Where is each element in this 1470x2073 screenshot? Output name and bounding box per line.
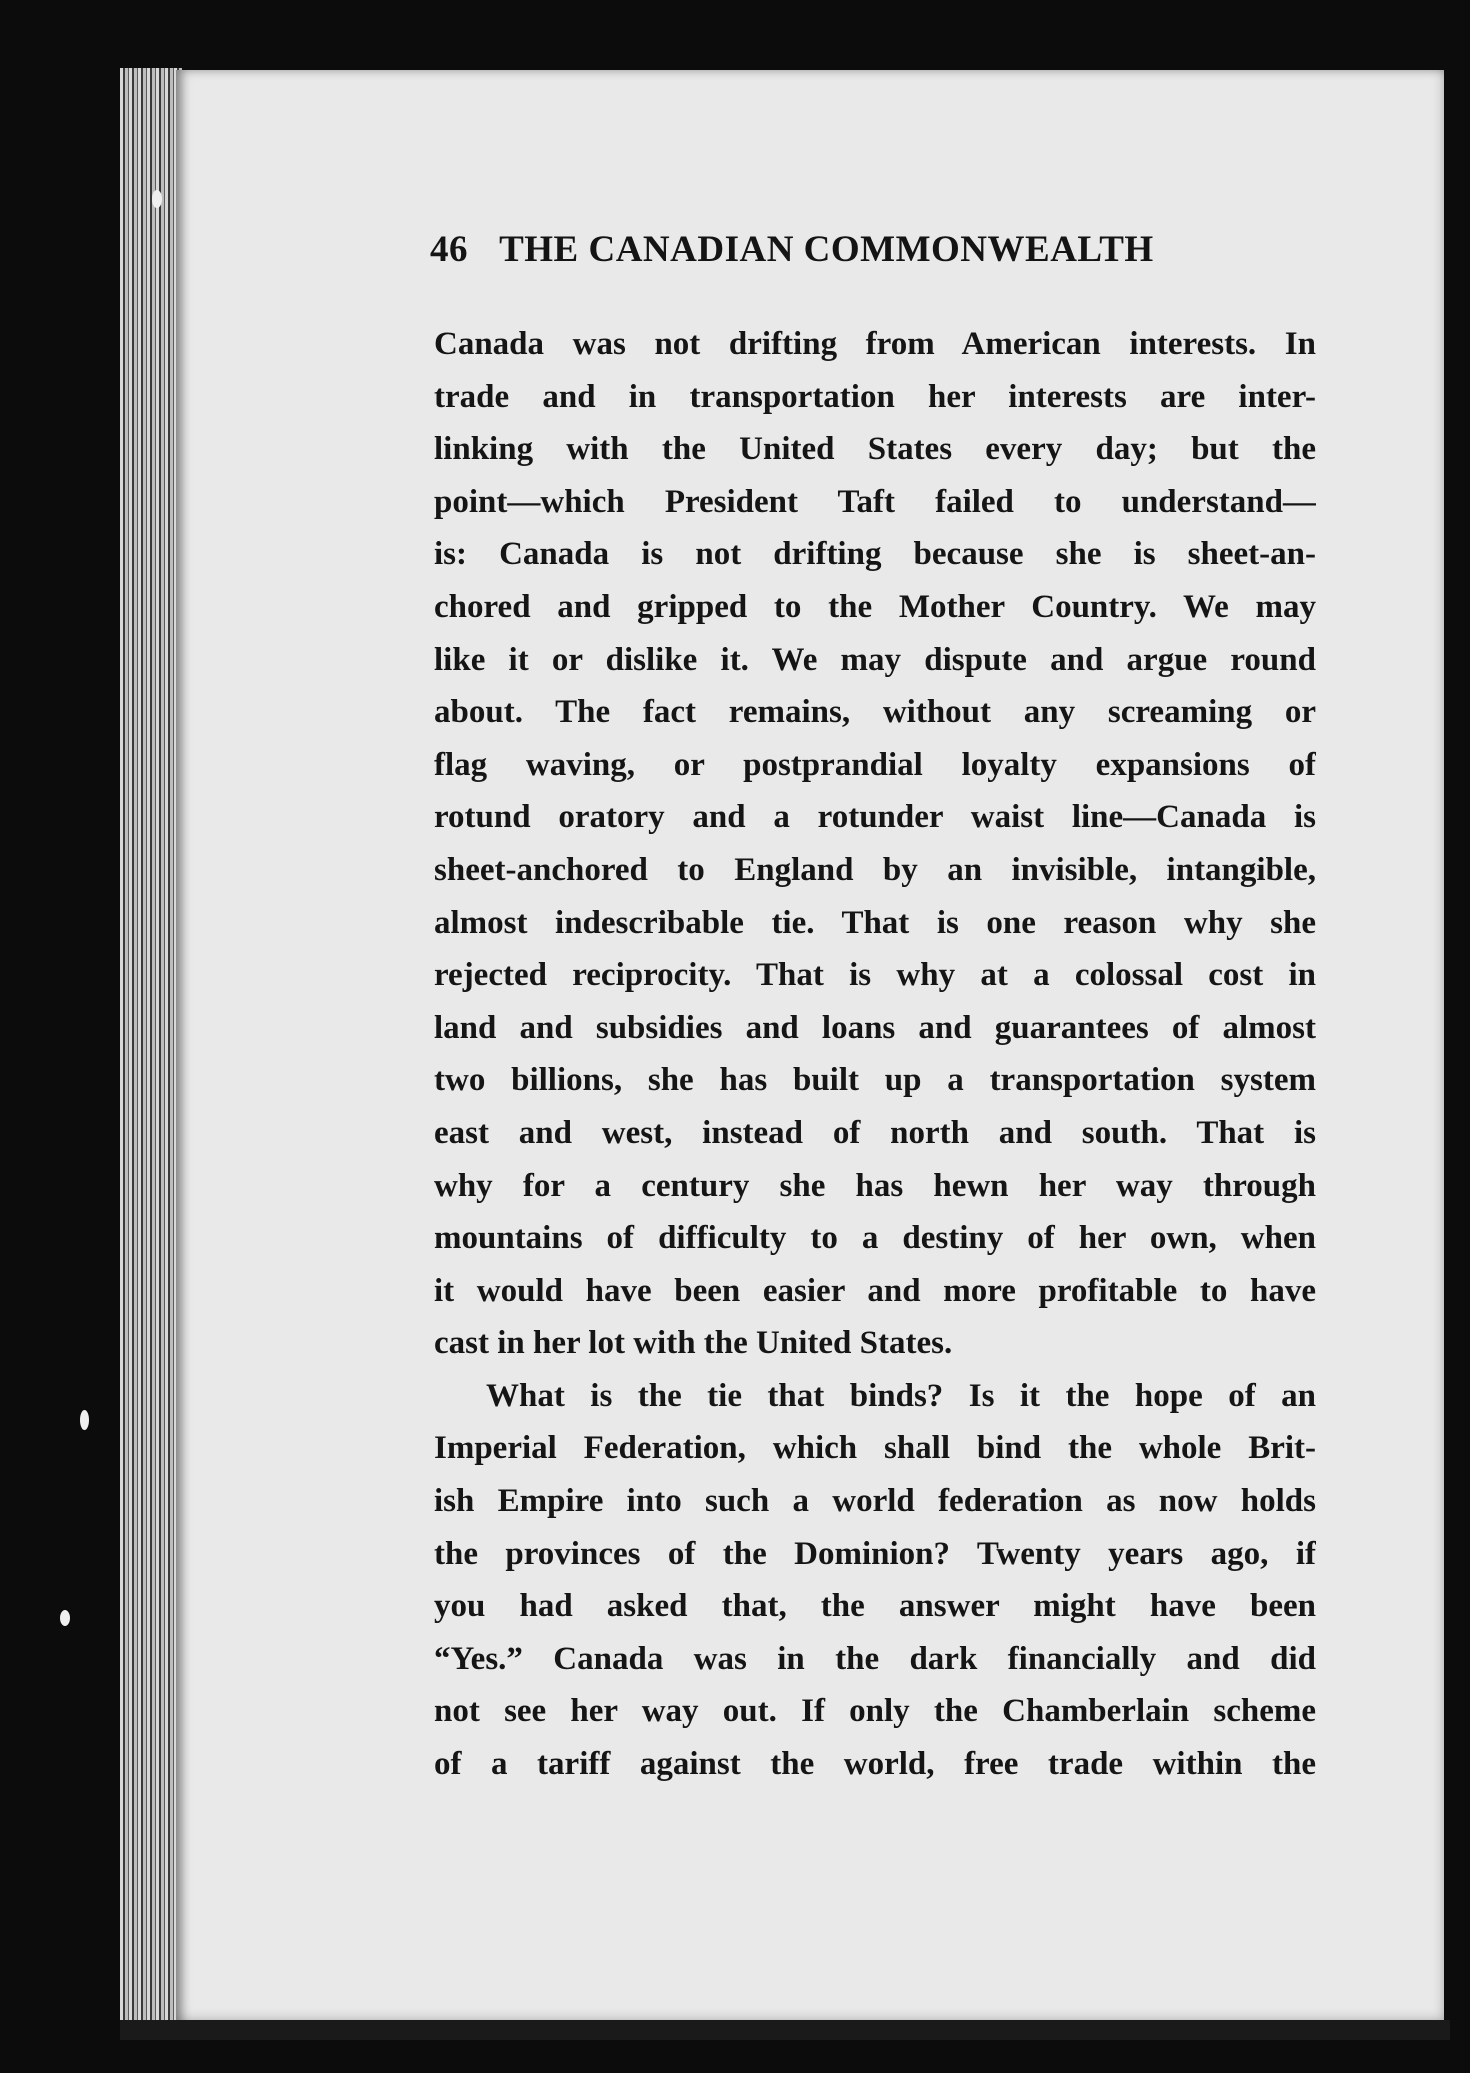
dust-speck (152, 190, 162, 208)
text-line: trade and in transportation her interests are inter- (434, 378, 1316, 415)
page-number: 46 (430, 229, 468, 270)
text-line: linking with the United States every day; but the (434, 431, 1316, 468)
dust-speck (80, 1410, 89, 1430)
text-line: like it or dislike it. We may dispute and argue round (434, 641, 1316, 678)
text-line: What is the tie that binds? Is it the hope of an (486, 1377, 1316, 1414)
text-line: ish Empire into such a world federation as now holds (434, 1483, 1316, 1520)
page-bottom-shadow (120, 2020, 1450, 2040)
text-line: it would have been easier and more profitable to have (434, 1272, 1316, 1309)
text-line: not see her way out. If only the Chamberlain scheme (434, 1693, 1316, 1730)
text-line: rejected reciprocity. That is why at a colossal cost in (434, 957, 1316, 994)
text-line: two billions, she has built up a transportation system (434, 1062, 1316, 1099)
text-line: point—which President Taft failed to understand— (434, 483, 1316, 520)
text-line: land and subsidies and loans and guarantees of almost (434, 1009, 1316, 1046)
running-title: THE CANADIAN COMMONWEALTH (499, 229, 1154, 270)
text-line: Imperial Federation, which shall bind the whole Brit- (434, 1430, 1316, 1467)
text-line: mountains of difficulty to a destiny of her own, when (434, 1220, 1316, 1257)
text-line: “Yes.” Canada was in the dark financially and did (434, 1640, 1316, 1677)
page-edge-stack (120, 68, 182, 2028)
text-line: about. The fact remains, without any screaming or (434, 694, 1316, 731)
text-line: you had asked that, the answer might have been (434, 1588, 1316, 1625)
text-line: rotund oratory and a rotunder waist line—Canada is (434, 799, 1316, 836)
running-header (430, 228, 1270, 271)
text-line: the provinces of the Dominion? Twenty years ago, if (434, 1535, 1316, 1572)
text-line: why for a century she has hewn her way through (434, 1167, 1316, 1204)
text-line: chored and gripped to the Mother Country. We may (434, 588, 1316, 625)
text-line: east and west, instead of north and south. That is (434, 1114, 1316, 1151)
text-line: Canada was not drifting from American interests. In (434, 326, 1316, 362)
text-line: cast in her lot with the United States. (434, 1325, 953, 1362)
text-line: is: Canada is not drifting because she is sheet-an- (434, 536, 1316, 573)
dust-speck (60, 1610, 70, 1626)
text-line: sheet-anchored to England by an invisible, intangible, (434, 851, 1316, 888)
body-text (434, 318, 1316, 1791)
text-line: flag waving, or postprandial loyalty expansions of (434, 746, 1316, 783)
text-line: of a tariff against the world, free trade within the (434, 1746, 1316, 1783)
text-line: almost indescribable tie. That is one reason why she (434, 904, 1316, 941)
